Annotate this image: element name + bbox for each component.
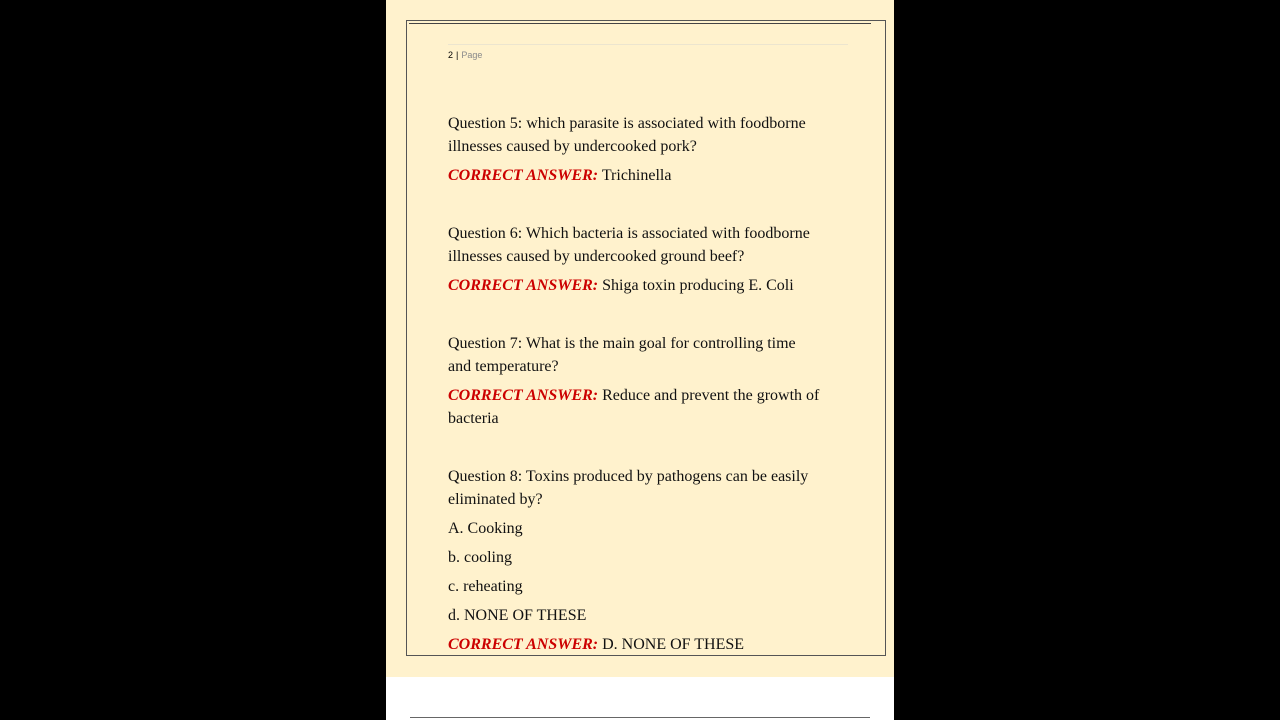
- question-text: Question 8: Toxins produced by pathogens can be easily: [448, 468, 809, 485]
- answer-text: D. NONE OF THESE: [598, 636, 745, 653]
- question-text: illnesses caused by undercooked ground beef?: [448, 248, 745, 265]
- question-block-7: [448, 332, 858, 430]
- correct-answer-label: CORRECT ANSWER:: [448, 636, 599, 653]
- question-text: eliminated by?: [448, 491, 543, 508]
- page-number: 2: [448, 50, 454, 60]
- question-text: Question 7: What is the main goal for controlling time: [448, 335, 796, 352]
- answer-text-continued: bacteria: [448, 410, 499, 427]
- question-text: illnesses caused by undercooked pork?: [448, 138, 697, 155]
- answer-text: Shiga toxin producing E. Coli: [598, 277, 794, 294]
- answer-text: Reduce and prevent the growth of: [598, 387, 820, 404]
- answer-option-c: c. reheating: [448, 578, 523, 595]
- correct-answer-label: CORRECT ANSWER:: [448, 167, 599, 184]
- page-top-rule: [409, 23, 871, 24]
- next-page-top-rule: [410, 717, 870, 718]
- question-block-5: [448, 112, 858, 187]
- answer-row: [448, 164, 858, 187]
- answer-option-b: b. cooling: [448, 549, 512, 566]
- question-text: Question 5: which parasite is associated with foodborne: [448, 115, 806, 132]
- question-text: Question 6: Which bacteria is associated with foodborne: [448, 225, 810, 242]
- correct-answer-label: CORRECT ANSWER:: [448, 387, 599, 404]
- question-block-6: [448, 222, 858, 297]
- document-viewer[interactable]: [386, 0, 894, 720]
- answer-text: Trichinella: [598, 167, 672, 184]
- answer-option-d: d. NONE OF THESE: [448, 607, 587, 624]
- answer-row: [448, 384, 858, 407]
- answer-option-a: A. Cooking: [448, 520, 523, 537]
- page-label: Page: [461, 50, 483, 60]
- header-separator: |: [456, 50, 459, 60]
- answer-row: [448, 274, 858, 297]
- question-text: and temperature?: [448, 358, 559, 375]
- page-header: [448, 44, 848, 66]
- answer-row: [448, 633, 858, 656]
- correct-answer-label: CORRECT ANSWER:: [448, 277, 599, 294]
- document-page: [386, 0, 894, 677]
- question-block-8: [448, 465, 858, 656]
